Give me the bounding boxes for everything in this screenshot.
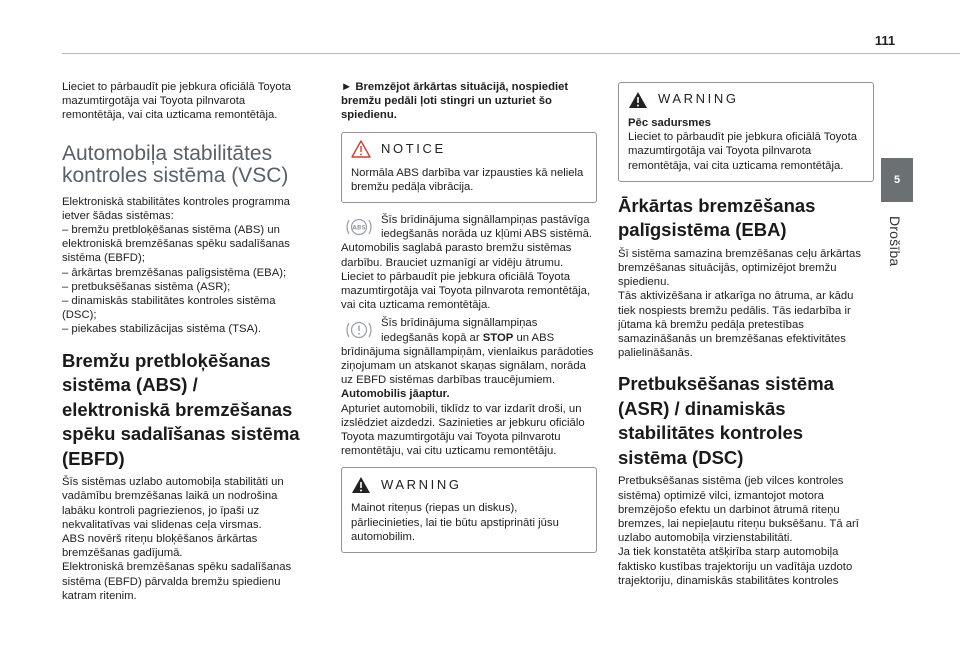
warning-triangle-icon — [628, 91, 648, 109]
warning-title: WARNING — [381, 476, 462, 492]
brake-lamp-text-b: un ABS — [513, 331, 555, 344]
list-item: – ārkārtas bremzēšanas palīgsistēma (EBA); — [62, 266, 287, 279]
chapter-tab-number[interactable]: 5 — [881, 158, 913, 202]
emergency-instruction: ► Bremzējot ārkārtas situācijā, nospiediet bremžu pedāli ļoti stingri un uzturiet šo spiedienu. — [341, 81, 569, 122]
svg-text:ABS: ABS — [352, 224, 366, 232]
warning-triangle-icon — [351, 476, 371, 494]
eba-heading: Ārkārtas bremzēšanas palīgsistēma (EBA) — [618, 194, 816, 241]
asr-paragraph-1: Pretbuksēšanas sistēma (jeb vilces kontroles sistēma) optimizē vilci, izmantojot motora bremzējošo efektu un darbinot ātrumā riteņu bremzes, lai nepieļautu riteņu buksēšanu. Tā arī uzlabo automobiļa virzienstabilitāti. — [618, 475, 859, 545]
warning-text: Mainot riteņus (riepas un diskus), pārliecinieties, lai tie būtu apstiprināti jūsu automobilim. — [351, 502, 559, 543]
notice-title: NOTICE — [381, 141, 446, 156]
vsc-list — [62, 223, 302, 337]
vsc-paragraph: Elektroniskā stabilitātes kontroles programma ietver šādas sistēmas: — [62, 195, 290, 222]
intro-paragraph: Lieciet to pārbaudīt pie jebkura oficiālā Toyota mazumtirgotāja vai Toyota pilnvarota remontētāja, vai cita uzticama remontētāja. — [62, 81, 292, 122]
brake-warning-lamp-icon — [341, 318, 377, 342]
chapter-tab-label[interactable] — [881, 204, 913, 308]
header-rule — [62, 53, 960, 54]
abs-lamp-continuation: Automobilis saglabā parasto bremžu sistēmas darbību. Brauciet uzmanīgi ar vidēju ātrumu. Lieciet to pārbaudīt pie jebkura oficiālā Toyota mazumtirgotāja vai Toyota pilnvarota remontētāja, vai cita uzticama remontētāja. — [341, 242, 591, 312]
must-stop-paragraph: Apturiet automobili, tiklīdz to var izdarīt droši, un izslēdziet aizdedzi. Sazinieties ar jebkuru oficiālo Toyota mazumtirgotāju vai Toyota pilnvarotu remontētāju, vai citu uzticamu remontētāju. — [341, 402, 585, 458]
abs-lamp-paragraph — [341, 213, 597, 241]
notice-text: Normāla ABS darbība var izpausties kā neliela bremžu pedāļa vibrācija. — [351, 166, 584, 193]
brake-lamp-continuation: brīdinājuma signāllampiņām, vienlaikus parādoties ziņojumam un atskanot skaņas signālam, norāda uz EBFD sistēmas darbības traucējumiem. — [341, 345, 594, 387]
asr-paragraph-2: Ja tiek konstatēta atšķirība starp automobiļa faktisko kustības trajektoriju un vadītāja uzdoto trajektoriju, dinamiskās stabilitātes kontroles — [618, 546, 853, 587]
notice-triangle-icon — [351, 140, 371, 158]
asr-heading: Pretbuksēšanas sistēma (ASR) / dinamiskās stabilitātes kontroles sistēma (DSC) — [618, 373, 834, 468]
stop-word: STOP — [482, 331, 514, 344]
warning-subtitle: Pēc sadursmes — [628, 117, 711, 129]
chapter-label-text: Drošība — [887, 216, 903, 267]
abs-heading: Bremžu pretbloķēšanas sistēma (ABS) / elektroniskā bremzēšanas spēku sadalīšanas sistēma (EBFD) — [62, 349, 300, 469]
warning-header — [628, 83, 864, 116]
page-number: 111 — [874, 33, 896, 48]
eba-paragraph-1: Šī sistēma samazina bremzēšanas ceļu ārkārtas bremzēšanas situācijās, optimizējot bremžu spiedienu. — [618, 247, 861, 289]
warning-box-collision — [618, 82, 874, 182]
list-item: – piekabes stabilizācijas sistēma (TSA). — [62, 323, 262, 336]
abs-paragraph-1: Šīs sistēmas uzlabo automobiļa stabilitāti un vadāmību bremzēšanas laikā un nodrošina labāku kontroli pagriezienos, jo īpaši uz nekvalitatīvas vai slidenas ceļa virsmas. — [62, 476, 284, 531]
abs-lamp-text: Šīs brīdinājuma signāllampiņas pastāvīga iedegšanās norāda uz kļūmi ABS sistēmā. — [381, 214, 592, 241]
warning-header — [351, 468, 587, 501]
column-1 — [62, 80, 302, 603]
warning-box-wheels — [341, 467, 597, 553]
notice-box — [341, 132, 597, 203]
warning-text: Lieciet to pārbaudīt pie jebkura oficiālā Toyota mazumtirgotāja vai Toyota pilnvarota remontētāja, vai cita uzticama remontētāja. — [628, 131, 858, 172]
column-3 — [618, 80, 874, 588]
list-item: – pretbuksēšanas sistēma (ASR); — [62, 280, 231, 293]
abs-warning-lamp-icon — [341, 215, 377, 239]
brake-lamp-paragraph — [341, 316, 597, 344]
warning-title: WARNING — [658, 91, 739, 107]
notice-header — [351, 133, 587, 166]
list-item: – bremžu pretbloķēšanas sistēma (ABS) un elektroniskā bremzēšanas spēku sadalīšanas sistēma (EBFD); — [62, 224, 290, 265]
must-stop-heading: Automobilis jāaptur. — [341, 388, 450, 401]
column-2 — [341, 80, 597, 563]
abs-paragraph-3: Elektroniskā bremzēšanas spēku sadalīšanas sistēma (EBFD) pārvalda bremžu spiedienu katram ritenim. — [62, 561, 292, 602]
eba-paragraph-2: Tās aktivizēšana ir atkarīga no ātruma, ar kādu tiek nospiests bremžu pedālis. Tās iedarbība ir jūtama kā bremžu pedāļa pretestības samazināšanās un bremzēšanas efektivitātes palielināšanās. — [618, 290, 854, 360]
vsc-heading: Automobiļa stabilitātes kontroles sistēma (VSC) — [62, 141, 289, 187]
brake-lamp-text-a: Šīs brīdinājuma signāllampiņas iedegšanās kopā ar — [381, 317, 538, 344]
warning-body — [628, 116, 864, 173]
list-item: – dinamiskās stabilitātes kontroles sistēma (DSC); — [62, 295, 276, 322]
abs-paragraph-2: ABS novērš riteņu bloķēšanos ārkārtas bremzēšanas gadījumā. — [62, 532, 258, 560]
